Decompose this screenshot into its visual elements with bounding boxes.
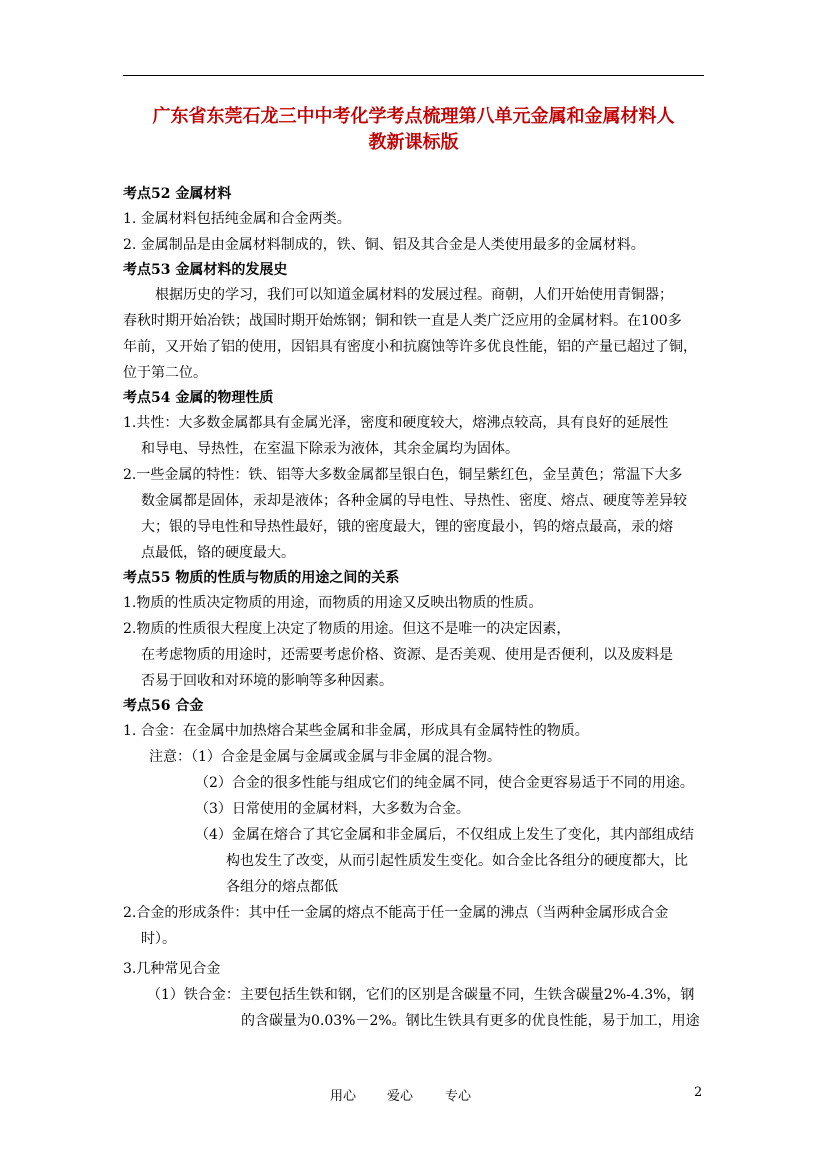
- note: （2）合金的很多性能与组成它们的纯金属不同，使合金更容易适于不同的用途。: [195, 775, 694, 791]
- paragraph: 2.一些金属的特性：铁、铝等大多数金属都呈银白色，铜呈紫红色，金呈黄色；常温下大多: [123, 467, 683, 483]
- paragraph: 根据历史的学习，我们可以知道金属材料的发展过程。商朝，人们开始使用青铜器；: [155, 287, 673, 303]
- note: 各组分的熔点都低: [226, 879, 338, 895]
- paragraph: 春秋时期开始冶铁；战国时期开始炼钢；铜和铁一直是人类广泛应用的金属材料。在100多: [123, 313, 682, 329]
- paragraph: 1. 金属材料包括纯金属和合金两类。: [123, 211, 351, 227]
- footer-motto: 用心: [330, 1089, 357, 1104]
- paragraph: （1）铁合金：主要包括生铁和钢，它们的区别是含碳量不同，生铁含碳量2%-4.3%，钢: [147, 987, 695, 1003]
- note: （3）日常使用的金属材料，大多数为合金。: [195, 801, 470, 817]
- header-rule: [123, 75, 704, 76]
- note: 注意：（1）合金是金属与金属或金属与非金属的混合物。: [149, 749, 501, 765]
- paragraph: 位于第二位。: [123, 365, 207, 381]
- paragraph: 数金属都是固体，汞却是液体；各种金属的导电性、导热性、密度、熔点、硬度等差异较: [141, 493, 687, 509]
- section-heading-53: 考点53 金属材料的发展史: [123, 262, 288, 278]
- page-number: 2: [694, 1085, 703, 1100]
- paragraph: 的含碳量为0.03%－2%。钢比生铁具有更多的优良性能，易于加工，用途: [241, 1013, 700, 1029]
- section-heading-52: 考点52 金属材料: [123, 186, 232, 202]
- section-heading-56: 考点56 合金: [123, 698, 204, 714]
- note: 构也发生了改变，从而引起性质发生变化。如合金比各组分的硬度都大，比: [226, 853, 688, 869]
- paragraph: 2.合金的形成条件：其中任一金属的熔点不能高于任一金属的沸点（当两种金属形成合金: [123, 905, 669, 921]
- paragraph: 2.物质的性质很大程度上决定了物质的用途。但这不是唯一的决定因素，: [123, 621, 571, 637]
- document-body: [123, 182, 705, 1034]
- paragraph: 1. 合金：在金属中加热熔合某些金属和非金属，形成具有金属特性的物质。: [123, 723, 589, 739]
- paragraph: 2. 金属制品是由金属材料制成的，铁、铜、铝及其合金是人类使用最多的金属材料。: [123, 237, 645, 253]
- footer-motto: 专心: [445, 1089, 472, 1104]
- paragraph: 1.共性：大多数金属都具有金属光泽，密度和硬度较大，熔沸点较高，具有良好的延展性: [123, 415, 669, 431]
- document-title: [110, 104, 717, 156]
- paragraph: 年前，又开始了铝的使用，因铝具有密度小和抗腐蚀等许多优良性能，铝的产量已超过了铜，: [123, 339, 697, 355]
- paragraph: 点最低，铬的硬度最大。: [141, 545, 295, 561]
- paragraph: 大；银的导电性和导热性最好，锇的密度最大，锂的密度最小，钨的熔点最高，汞的熔: [141, 519, 673, 535]
- section-heading-54: 考点54 金属的物理性质: [123, 390, 274, 406]
- title-line-2: 教新课标版: [368, 132, 459, 153]
- footer-motto: 爱心: [387, 1089, 414, 1104]
- note: （4）金属在熔合了其它金属和非金属后，不仅组成上发生了变化，其内部组成结: [195, 827, 694, 843]
- title-line-1: 广东省东莞石龙三中中考化学考点梳理第八单元金属和金属材料人: [152, 106, 675, 127]
- section-heading-55: 考点55 物质的性质与物质的用途之间的关系: [123, 570, 400, 586]
- paragraph: 1.物质的性质决定物质的用途，而物质的用途又反映出物质的性质。: [123, 595, 543, 611]
- paragraph: 在考虑物质的用途时，还需要考虑价格、资源、是否美观、使用是否便利，以及废料是: [141, 647, 673, 663]
- paragraph: 时）。: [141, 931, 176, 947]
- paragraph: 否易于回收和对环境的影响等多种因素。: [141, 673, 393, 689]
- paragraph: 3.几种常见合金: [123, 961, 221, 977]
- paragraph: 和导电、导热性，在室温下除汞为液体，其余金属均为固体。: [141, 441, 519, 457]
